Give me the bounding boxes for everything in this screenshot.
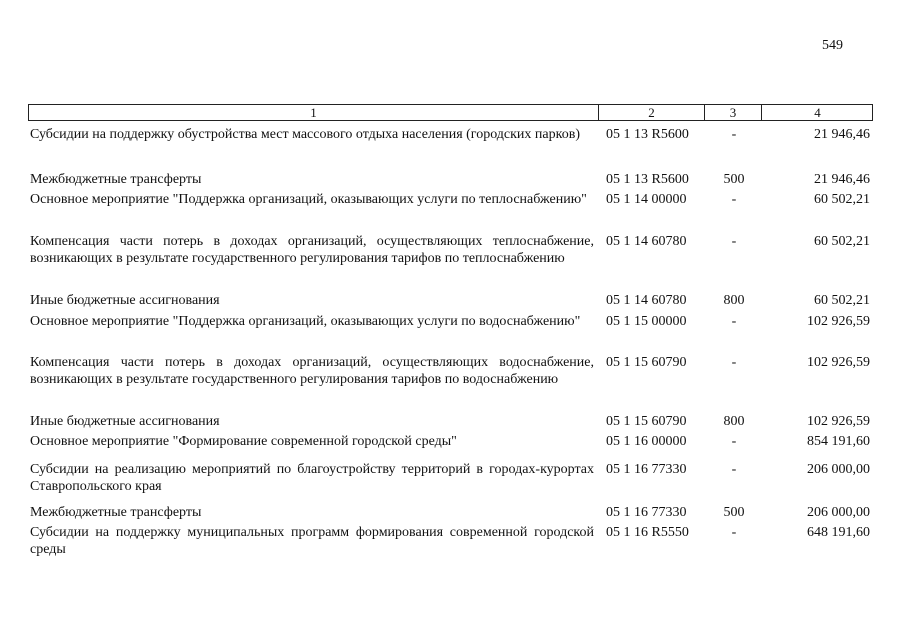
header-col-2: 2 [599, 105, 705, 120]
row-amount: 102 926,59 [807, 314, 870, 329]
row-type: - [731, 314, 737, 329]
header-col-4: 4 [814, 105, 821, 120]
row-name: Субсидии на поддержку обустройства мест массового отдыха населения (городских парков) [30, 127, 580, 142]
row-code: 05 1 16 R5550 [606, 525, 689, 540]
row-code: 05 1 16 00000 [606, 434, 687, 449]
row-name: Иные бюджетные ассигнования [30, 414, 220, 429]
row-code: 05 1 14 00000 [606, 192, 687, 207]
row-type: 500 [723, 505, 745, 520]
header-col-1: 1 [29, 105, 599, 120]
row-amount: 60 502,21 [814, 192, 870, 207]
row-type: - [731, 525, 737, 540]
row-amount: 206 000,00 [807, 505, 870, 520]
row-name: Межбюджетные трансферты [30, 172, 202, 187]
row-name: Межбюджетные трансферты [30, 505, 202, 520]
header-col-3: 3 [705, 105, 762, 120]
row-code: 05 1 14 60780 [606, 293, 687, 308]
row-type: - [731, 127, 737, 142]
row-amount: 854 191,60 [807, 434, 870, 449]
row-amount: 102 926,59 [807, 414, 870, 429]
row-type: 800 [723, 293, 745, 308]
row-code: 05 1 15 60790 [606, 355, 687, 370]
table-header [28, 104, 873, 121]
row-code: 05 1 15 60790 [606, 414, 687, 429]
row-amount: 206 000,00 [807, 462, 870, 477]
row-code: 05 1 13 R5600 [606, 172, 689, 187]
row-code: 05 1 14 60780 [606, 234, 687, 249]
row-type: - [731, 462, 737, 477]
row-amount: 648 191,60 [807, 525, 870, 540]
row-name: Основное мероприятие "Формирование современной городской среды" [30, 434, 457, 449]
row-type: - [731, 355, 737, 370]
row-amount: 21 946,46 [814, 172, 870, 187]
page-number: 549 [822, 38, 843, 53]
row-name: Основное мероприятие "Поддержка организаций, оказывающих услуги по водоснабжению" [30, 314, 581, 329]
row-type: 800 [723, 414, 745, 429]
row-code: 05 1 15 00000 [606, 314, 687, 329]
row-amount: 102 926,59 [807, 355, 870, 370]
row-name: Компенсация части потерь в доходах организаций, осуществляющих теплоснабжение, возникающих в результате государственного регулирования тарифов по теплоснабжению [30, 234, 594, 266]
row-amount: 60 502,21 [814, 234, 870, 249]
row-amount: 21 946,46 [814, 127, 870, 142]
row-name: Основное мероприятие "Поддержка организаций, оказывающих услуги по теплоснабжению" [30, 192, 587, 207]
row-name: Субсидии на поддержку муниципальных программ формирования современной городской среды [30, 525, 594, 557]
row-name: Иные бюджетные ассигнования [30, 293, 220, 308]
row-type: - [731, 234, 737, 249]
row-code: 05 1 16 77330 [606, 462, 687, 477]
row-code: 05 1 16 77330 [606, 505, 687, 520]
row-code: 05 1 13 R5600 [606, 127, 689, 142]
row-type: - [731, 192, 737, 207]
row-type: 500 [723, 172, 745, 187]
row-name: Субсидии на реализацию мероприятий по благоустройству территорий в городах-курортах Ставропольского края [30, 462, 594, 494]
row-type: - [731, 434, 737, 449]
row-amount: 60 502,21 [814, 293, 870, 308]
row-name: Компенсация части потерь в доходах организаций, осуществляющих водоснабжение, возникающих в результате государственного регулирования тарифов по водоснабжению [30, 355, 594, 387]
